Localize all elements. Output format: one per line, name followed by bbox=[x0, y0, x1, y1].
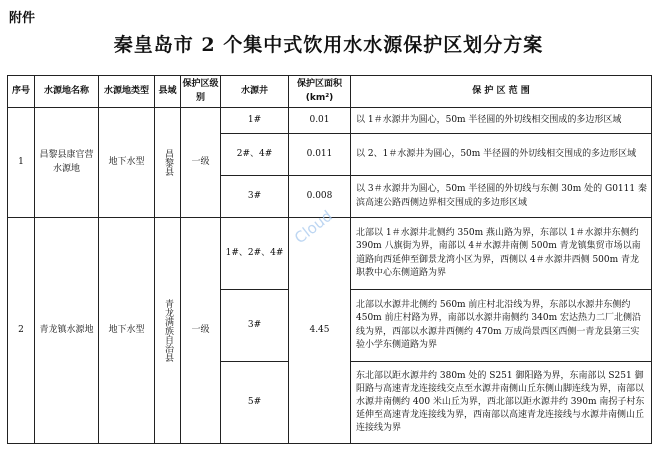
protection-area: 0.01 bbox=[289, 108, 351, 134]
table-row bbox=[8, 108, 652, 134]
page-title: 秦皇岛市 2 个集中式饮用水水源保护区划分方案 bbox=[113, 34, 544, 56]
well-id: 1# bbox=[221, 108, 289, 134]
well-id: 3# bbox=[221, 176, 289, 218]
watermark: Cloud bbox=[291, 206, 336, 248]
protection-scope: 以 1＃水源井为圆心，50m 半径圆的外切线相交围成的多边形区域 bbox=[351, 108, 652, 134]
column-header-area: 保护区面积(km²) bbox=[289, 76, 351, 108]
table-header-row bbox=[8, 76, 652, 108]
protection-level: 一级 bbox=[181, 108, 221, 218]
well-id: 1#、2#、4# bbox=[221, 218, 289, 290]
well-id: 3# bbox=[221, 290, 289, 362]
well-id: 5# bbox=[221, 362, 289, 444]
protection-scope: 北部以水源井北侧约 560m 前庄村北沿线为界，东部以水源井东侧约 450m 前庄村路为界，南部以水源井南侧约 340m 宏达热力二厂北侧沿线为界，西部以水源井西侧约 470m 万成尚景西区西侧一青龙县第三实验小学东侧道路为界 bbox=[351, 290, 652, 362]
attachment-label: 附件 bbox=[9, 11, 36, 26]
column-header-index: 序号 bbox=[8, 76, 35, 108]
source-name: 昌黎县康官营水源地 bbox=[35, 108, 99, 218]
protection-area: 0.011 bbox=[289, 134, 351, 176]
protection-zone-table bbox=[7, 75, 652, 444]
protection-area: 4.45 bbox=[289, 218, 351, 444]
source-type: 地下水型 bbox=[99, 108, 155, 218]
protection-scope: 东北部以距水源井约 380m 处的 S251 御阳路为界，东南部以 S251 御阳路与高速青龙连接线交点至水源井南侧山丘东侧山脚连线为界，南部以水源井南侧约 400 米山丘为界，西北部以距水源井约 390m 南拐子村东延伸至高速青龙连接线为界，西南部以高速青龙连接线与水源井南侧山丘连接线为界 bbox=[351, 362, 652, 444]
protection-area: 0.008 bbox=[289, 176, 351, 218]
source-type: 地下水型 bbox=[99, 218, 155, 444]
source-name: 青龙镇水源地 bbox=[35, 218, 99, 444]
protection-scope: 以 2、1＃水源井为圆心，50m 半径圆的外切线相交围成的多边形区域 bbox=[351, 134, 652, 176]
source-index: 1 bbox=[8, 108, 35, 218]
table-row bbox=[8, 218, 652, 290]
column-header-scope: 保 护 区 范 围 bbox=[351, 76, 652, 108]
column-header-name: 水源地名称 bbox=[35, 76, 99, 108]
source-index: 2 bbox=[8, 218, 35, 444]
protection-scope: 北部以 1＃水源井北侧约 350m 燕山路为界，东部以 1＃水源井东侧约 390m 八旗街为界，南部以 4＃水源井南侧 500m 青龙镇集贸市场以南道路向西延伸至御景龙湾小区为界，西侧以 4＃水源井西侧 500m 青龙职教中心东侧道路为界 bbox=[351, 218, 652, 290]
well-id: 2#、4# bbox=[221, 134, 289, 176]
column-header-level: 保护区级别 bbox=[181, 76, 221, 108]
column-header-well: 水源井 bbox=[221, 76, 289, 108]
protection-level: 一级 bbox=[181, 218, 221, 444]
source-county: 昌黎县 bbox=[155, 108, 181, 218]
column-header-type: 水源地类型 bbox=[99, 76, 155, 108]
protection-scope: 以 3＃水源井为圆心，50m 半径圆的外切线与东侧 30m 处的 G0111 秦滨高速公路西侧边界相交围成的多边形区域 bbox=[351, 176, 652, 218]
column-header-county: 县域 bbox=[155, 76, 181, 108]
source-county: 青龙满族自治县 bbox=[155, 218, 181, 444]
